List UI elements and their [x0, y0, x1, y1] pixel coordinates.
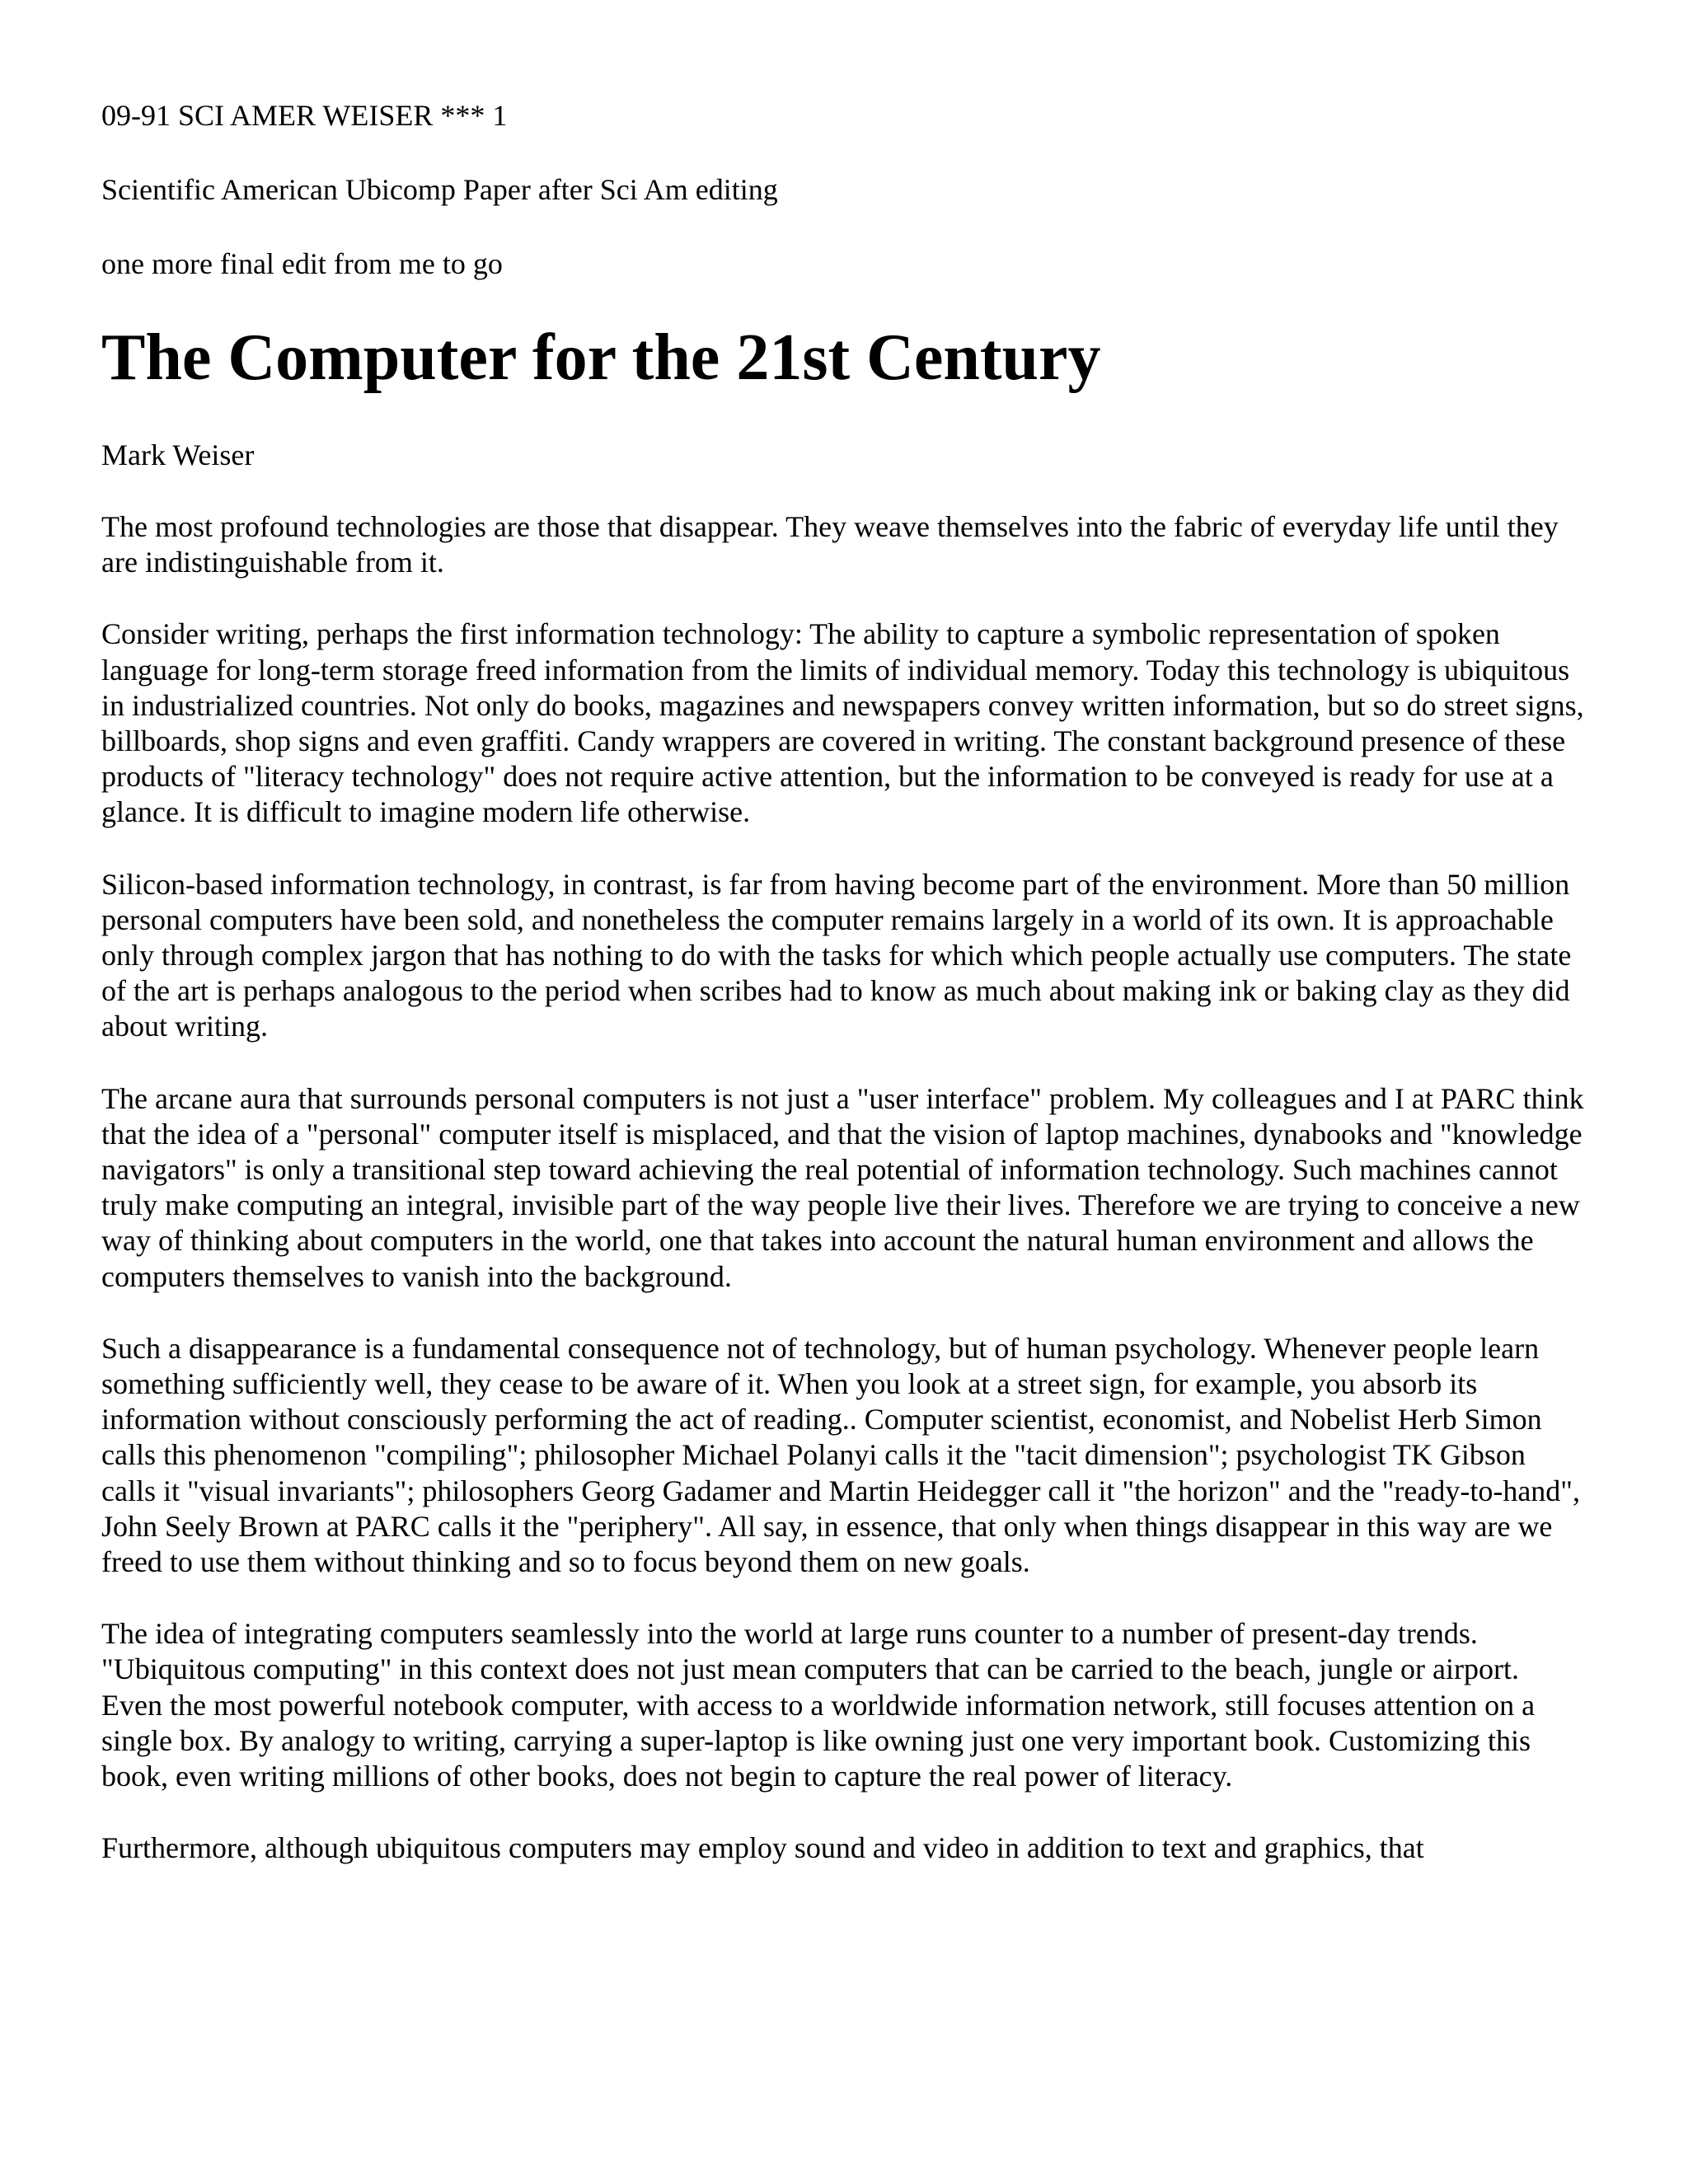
paragraph: The arcane aura that surrounds personal computers is not just a "user interface" problem. My colleagues and I at PARC think that the idea of a "personal" computer itself is misplaced, and that the vision of laptop machines, dynabooks and "knowledge navigators" is only a transitional step toward achieving the real potential of information technology. Such machines cannot truly make computing an integral, invisible part of the way people live their lives. Therefore we are trying to conceive a new way of thinking about computers in the world, one that takes into account the natural human environment and allows the computers themselves to vanish into the background. — [101, 1081, 1584, 1293]
paragraph: Silicon-based information technology, in contrast, is far from having become part of the environment. More than 50 million personal computers have been sold, and nonetheless the computer remains largely in a world of its own. It is approachable only through complex jargon that has nothing to do with the tasks for which which people actually use computers. The state of the art is perhaps analogous to the period when scribes had to know as much about making ink or baking clay as they did about writing. — [101, 867, 1572, 1043]
page-content — [101, 97, 1585, 1903]
header-line-2: Scientific American Ubicomp Paper after Sci Am editing — [101, 173, 778, 206]
article-author: Mark Weiser — [101, 438, 255, 471]
paragraph: Furthermore, although ubiquitous computers may employ sound and video in addition to text and graphics, that — [101, 1831, 1424, 1865]
header-line-3: one more final edit from me to go — [101, 247, 503, 280]
header-line-1: 09-91 SCI AMER WEISER *** 1 — [101, 99, 508, 132]
article-title: The Computer for the 21st Century — [101, 321, 1101, 394]
paragraph: The most profound technologies are those that disappear. They weave themselves into the fabric of everyday life until they are indistinguishable from it. — [101, 510, 1559, 579]
paragraph: The idea of integrating computers seamlessly into the world at large runs counter to a number of present-day trends. "Ubiquitous computing" in this context does not just mean computers that can be carried to the beach, jungle or airport. Even the most powerful notebook computer, with access to a worldwide information network, still focuses attention on a single box. By analogy to writing, carrying a super-laptop is like owning just one very important book. Customizing this book, even writing millions of other books, does not begin to capture the real power of literacy. — [101, 1617, 1536, 1793]
paragraph: Consider writing, perhaps the first information technology: The ability to capture a symbolic representation of spoken language for long-term storage freed information from the limits of individual memory. Today this technology is ubiquitous in industrialized countries. Not only do books, magazines and newspapers convey written information, but so do street signs, billboards, shop signs and even graffiti. Candy wrappers are covered in writing. The constant background presence of these products of "literacy technology" does not require active attention, but the information to be conveyed is ready for use at a glance. It is difficult to imagine modern life otherwise. — [101, 617, 1584, 829]
paragraph: Such a disappearance is a fundamental consequence not of technology, but of human psychology. Whenever people learn something sufficiently well, they cease to be aware of it. When you look at a street sign, for example, you absorb its information without consciously performing the act of reading.. Computer scientist, economist, and Nobelist Herb Simon calls this phenomenon "compiling"; philosopher Michael Polanyi calls it the "tacit dimension"; psychologist TK Gibson calls it "visual invariants"; philosophers Georg Gadamer and Martin Heidegger call it "the horizon" and the "ready-to-hand", John Seely Brown at PARC calls it the "periphery". All say, in essence, that only when things disappear in this way are we freed to use them without thinking and so to focus beyond them on new goals. — [101, 1331, 1580, 1579]
